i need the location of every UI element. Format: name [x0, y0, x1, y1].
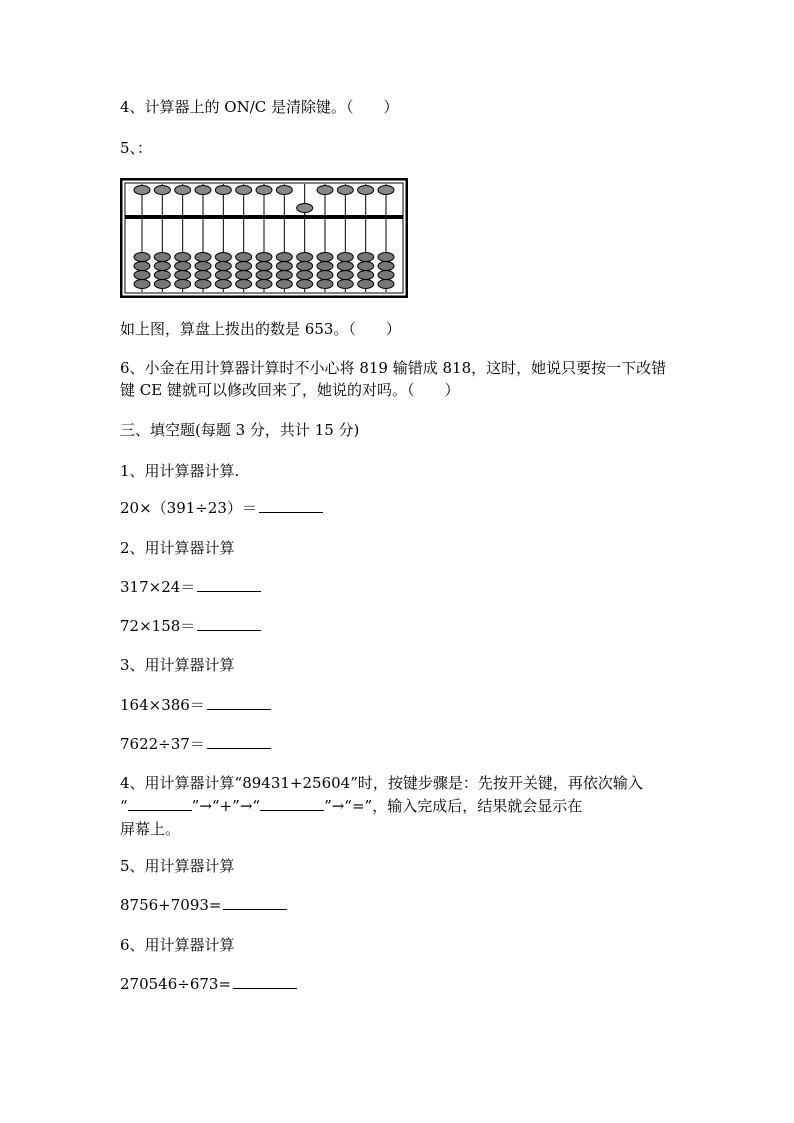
abacus-image	[120, 178, 408, 298]
answer-blank[interactable]	[207, 734, 271, 749]
abacus-lower-bead	[134, 280, 150, 289]
fill-q6-title: 6、用计算器计算	[120, 936, 235, 954]
fill-q3-expr1	[120, 694, 271, 716]
abacus-lower-bead	[256, 253, 272, 262]
answer-blank[interactable]	[259, 498, 323, 513]
abacus-upper-bead	[297, 204, 313, 213]
abacus-lower-bead	[276, 271, 292, 280]
abacus-lower-bead	[358, 271, 374, 280]
answer-blank[interactable]	[207, 695, 271, 710]
fill-q3-expression-2: 7622÷37＝	[120, 735, 205, 753]
abacus-upper-bead	[378, 186, 394, 195]
abacus-lower-bead	[276, 280, 292, 289]
abacus-lower-bead	[378, 253, 394, 262]
judge-q4: 4、计算器上的 ON/C 是清除键。（ ）	[120, 98, 399, 116]
abacus-lower-bead	[358, 262, 374, 271]
abacus-lower-bead	[256, 280, 272, 289]
key-sequence-end: ”→“=”，输入完成后，结果就会显示在	[324, 797, 583, 815]
fill-q4-line-a: 4、用计算器计算“89431+25604”时，按键步骤是：先按开关键，再依次输入	[120, 774, 643, 792]
fill-q2-expr2	[120, 615, 261, 637]
abacus-lower-bead	[378, 271, 394, 280]
abacus-lower-bead	[215, 271, 231, 280]
abacus-lower-bead	[215, 280, 231, 289]
abacus-lower-bead	[134, 253, 150, 262]
abacus-lower-bead	[317, 271, 333, 280]
fill-q4-line-c: 屏幕上。	[120, 820, 181, 838]
abacus-lower-bead	[134, 262, 150, 271]
fill-q6-expr	[120, 973, 297, 995]
fill-q5-expr	[120, 894, 287, 916]
abacus-lower-bead	[317, 280, 333, 289]
fill-q4-line-b	[120, 795, 582, 817]
fill-q3-expression-1: 164×386＝	[120, 696, 205, 714]
abacus-lower-bead	[154, 253, 170, 262]
abacus-lower-bead	[236, 262, 252, 271]
fill-q2-expression-1: 317×24＝	[120, 578, 196, 596]
abacus-upper-bead	[317, 186, 333, 195]
abacus-lower-bead	[134, 271, 150, 280]
abacus-lower-bead	[256, 262, 272, 271]
abacus-lower-bead	[378, 262, 394, 271]
answer-blank[interactable]	[197, 577, 261, 592]
fill-q5-expression: 8756+7093=	[120, 896, 222, 914]
abacus-lower-bead	[337, 271, 353, 280]
answer-blank[interactable]	[197, 616, 261, 631]
abacus-upper-bead	[134, 186, 150, 195]
abacus-lower-bead	[276, 262, 292, 271]
abacus-lower-bead	[236, 253, 252, 262]
abacus-lower-bead	[215, 262, 231, 271]
abacus-lower-bead	[337, 262, 353, 271]
abacus-lower-bead	[337, 253, 353, 262]
abacus-lower-bead	[297, 262, 313, 271]
abacus-lower-bead	[358, 253, 374, 262]
fill-q6-expression: 270546÷673=	[120, 975, 232, 993]
abacus-lower-bead	[154, 271, 170, 280]
answer-blank[interactable]	[128, 796, 192, 811]
abacus-lower-bead	[297, 280, 313, 289]
abacus-lower-bead	[358, 280, 374, 289]
abacus-upper-bead	[154, 186, 170, 195]
fill-q1-title: 1、用计算器计算.	[120, 462, 240, 480]
judge-q6: 6、小金在用计算器计算时不小心将 819 输错成 818，这时，她说只要按一下改错键 CE 键就可以修改回来了，她说的对吗。（ ）	[120, 359, 667, 399]
abacus-lower-bead	[317, 253, 333, 262]
abacus-upper-bead	[337, 186, 353, 195]
fill-q5-title: 5、用计算器计算	[120, 857, 235, 875]
abacus-upper-bead	[256, 186, 272, 195]
abacus-upper-bead	[358, 186, 374, 195]
judge-q5-label: 5、：	[120, 139, 153, 157]
fill-heading: 三、填空题(每题 3 分，共计 15 分)	[120, 421, 360, 439]
abacus-lower-bead	[297, 253, 313, 262]
abacus-lower-bead	[175, 280, 191, 289]
fill-q3-title: 3、用计算器计算	[120, 656, 235, 674]
abacus-lower-bead	[154, 262, 170, 271]
abacus-lower-bead	[337, 280, 353, 289]
key-sequence-mid: ”→“+”→“	[191, 797, 261, 815]
abacus-lower-bead	[195, 271, 211, 280]
abacus-lower-bead	[317, 262, 333, 271]
fill-q3-expr2	[120, 733, 271, 755]
fill-q2-expression-2: 72×158＝	[120, 617, 196, 635]
abacus-lower-bead	[215, 253, 231, 262]
abacus-lower-bead	[175, 253, 191, 262]
judge-q5-text: 如上图，算盘上拨出的数是 653。（ ）	[120, 320, 401, 338]
fill-q1-expr	[120, 497, 323, 519]
abacus-lower-bead	[175, 271, 191, 280]
abacus-lower-bead	[276, 253, 292, 262]
abacus-upper-bead	[276, 186, 292, 195]
abacus-lower-bead	[256, 271, 272, 280]
answer-blank[interactable]	[223, 895, 287, 910]
quote-open: “	[120, 797, 128, 815]
abacus-lower-bead	[297, 271, 313, 280]
abacus-upper-bead	[236, 186, 252, 195]
fill-q2-expr1	[120, 576, 261, 598]
abacus-lower-bead	[175, 262, 191, 271]
abacus-upper-bead	[175, 186, 191, 195]
abacus-lower-bead	[154, 280, 170, 289]
abacus-upper-bead	[195, 186, 211, 195]
fill-q1-expression: 20×（391÷23）＝	[120, 499, 257, 517]
abacus-lower-bead	[195, 280, 211, 289]
abacus-lower-bead	[236, 280, 252, 289]
abacus-lower-bead	[378, 280, 394, 289]
answer-blank[interactable]	[233, 974, 297, 989]
abacus-upper-bead	[215, 186, 231, 195]
fill-q2-title: 2、用计算器计算	[120, 539, 235, 557]
abacus-lower-bead	[195, 253, 211, 262]
answer-blank[interactable]	[260, 796, 324, 811]
abacus-lower-bead	[195, 262, 211, 271]
abacus-lower-bead	[236, 271, 252, 280]
